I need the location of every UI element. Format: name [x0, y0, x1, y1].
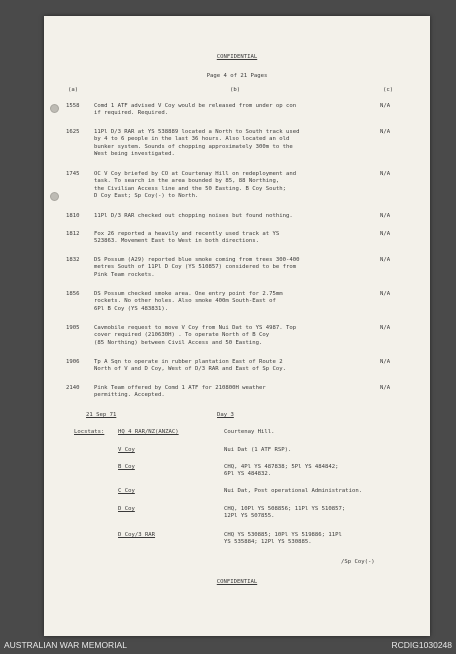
entry-status: N/A — [380, 213, 391, 219]
classification-footer: CONFIDENTIAL — [216, 579, 258, 585]
entry-time: 1906 — [66, 359, 80, 365]
entry-time: 1625 — [66, 129, 80, 135]
entry-status: N/A — [380, 359, 391, 365]
entry-time: 1832 — [66, 257, 80, 263]
locstat-unit: C Coy — [118, 488, 135, 494]
day-heading: Day 3 — [217, 412, 234, 418]
locstat-unit: D Coy — [118, 506, 135, 512]
entry-text: OC V Coy briefed by CO at Courtenay Hill on redeployment and task. To search in the area bounded by 85, 88 Northing, the Civilian Access line and the 50 Easting. B Coy South; D Coy East; Sp Coy(-) to North. — [94, 171, 297, 200]
locstat-location: CHQ YS 530885; 10Pl YS 519886; 11Pl YS 535884; 12Pl YS 530885. — [224, 532, 342, 546]
column-header-b: (b) — [230, 87, 241, 93]
locstat-unit: B Coy — [118, 464, 135, 470]
signoff: /Sp Coy(-) — [341, 559, 375, 565]
entry-text: Tp A Sqn to operate in rubber plantation East of Route 2 North of V and D Coy, West of D/3 RAR and East of Sp Coy. — [94, 359, 286, 373]
locstat-location: Nui Dat (1 ATF RSP). — [224, 447, 292, 453]
entry-status: N/A — [380, 325, 391, 331]
entry-time: 1745 — [66, 171, 80, 177]
entry-status: N/A — [380, 257, 391, 263]
locstat-unit: D Coy/3 RAR — [118, 532, 156, 538]
archive-reference: RCDIG1030248 — [391, 640, 452, 650]
entry-text: DS Possum checked smoke area. One entry point for 2.75mm rockets. No other holes. Also smoke 400m South-East of 6Pl B Coy (YS 483831). — [94, 291, 283, 312]
entry-time: 1812 — [66, 231, 80, 237]
page-info: Page 4 of 21 Pages — [206, 73, 268, 79]
entry-status: N/A — [380, 291, 391, 297]
entry-time: 1558 — [66, 103, 80, 109]
locstat-location: Courtenay Hill. — [224, 429, 275, 435]
archive-name: AUSTRALIAN WAR MEMORIAL — [4, 640, 127, 650]
entry-time: 1856 — [66, 291, 80, 297]
archive-footer — [0, 638, 456, 654]
column-header-a: (a) — [68, 87, 79, 93]
entry-time: 1905 — [66, 325, 80, 331]
locstats-label: Locstats: — [74, 429, 105, 435]
entry-status: N/A — [380, 385, 391, 391]
entry-status: N/A — [380, 171, 391, 177]
entry-text: 11Pl D/3 RAR at YS 538889 located a North to South track used by 4 to 6 people in the last 36 hours. Also located an old bunker system. Sounds of chopping approximately 300m to the West being investigated. — [94, 129, 300, 158]
classification-header: CONFIDENTIAL — [216, 54, 258, 60]
punch-hole-icon — [50, 104, 59, 113]
entry-status: N/A — [380, 231, 391, 237]
entry-text: Pink Team offered by Comd 1 ATF for 210800H weather permitting. Accepted. — [94, 385, 266, 399]
entry-time: 2140 — [66, 385, 80, 391]
date-heading: 21 Sep 71 — [86, 412, 117, 418]
entry-text: Comd 1 ATF advised V Coy would be released from under op con if required. Required. — [94, 103, 297, 117]
entry-text: Fox 26 reported a heavily and recently used track at YS 523863. Movement East to West in both directions. — [94, 231, 280, 245]
entry-text: Cavmobile request to move V Coy from Nui Dat to YS 4987. Top cover required (210630H) . To operate North of B Coy (85 Northing) between Civil Access and 50 Easting. — [94, 325, 297, 346]
entry-text: 11Pl D/3 RAR checked out chopping noises but found nothing. — [94, 213, 293, 219]
entry-time: 1810 — [66, 213, 80, 219]
entry-text: DS Possum (A29) reported blue smoke coming from trees 300-400 metres South of 11Pl D Coy (YS 510857) considered to be from Pink Team rockets. — [94, 257, 300, 278]
locstat-unit: HQ 4 RAR/NZ(ANZAC) — [118, 429, 179, 435]
document-page — [44, 16, 430, 636]
punch-hole-icon — [50, 192, 59, 201]
locstat-location: CHQ, 10Pl YS 508856; 11Pl YS 510857; 12Pl YS 507855. — [224, 506, 346, 520]
entry-status: N/A — [380, 103, 391, 109]
column-header-c: (c) — [383, 87, 394, 93]
locstat-unit: V Coy — [118, 447, 135, 453]
entry-status: N/A — [380, 129, 391, 135]
locstat-location: CHQ, 4Pl YS 487838; 5Pl YS 484842; 6Pl YS 484832. — [224, 464, 339, 478]
locstat-location: Nui Dat, Post operational Administration. — [224, 488, 363, 494]
